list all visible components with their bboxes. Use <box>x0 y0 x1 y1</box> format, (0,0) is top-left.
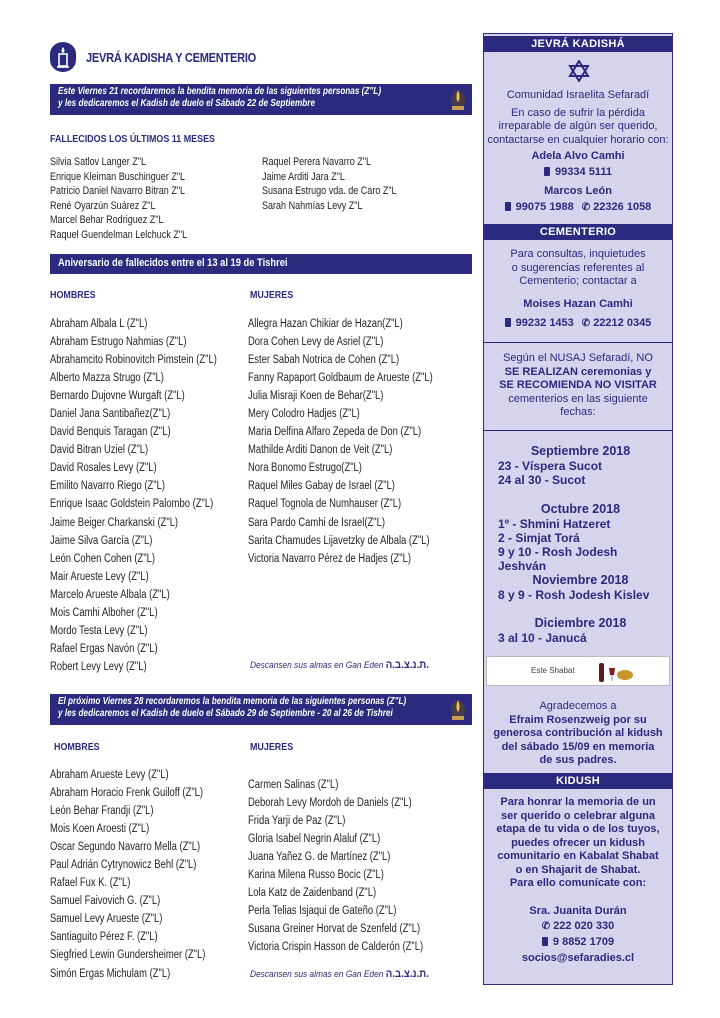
date-line: 3 al 10 - Janucá <box>498 631 587 645</box>
mobile-phone-icon <box>542 937 548 946</box>
fallecidos-col-1 <box>50 155 217 242</box>
list-item: Paul Adrián Cytrynowicz Behl (Z"L) <box>50 859 197 872</box>
list-item: Enrique Kleiman Buschinguer Z"L <box>50 170 186 183</box>
cementerio-block <box>484 248 672 331</box>
telephone-icon: ✆ <box>581 201 591 213</box>
list-item: Enrique Isaac Goldstein Palombo (Z"L) <box>50 498 214 511</box>
agradecemos-line-1: Agradecemos a <box>539 700 617 712</box>
list-item: Mois Koen Aroesti (Z"L) <box>50 823 150 836</box>
hombres-label-1: HOMBRES <box>50 289 96 301</box>
aniversario-title: Aniversario de fallecidos entre el 13 al 19 de Tishrei <box>58 257 288 269</box>
aniversario-bar <box>50 254 472 274</box>
kadish-banner-1 <box>50 84 472 115</box>
kidush-line: puedes ofrecer un kidush <box>511 836 645 849</box>
proximo-hombres <box>50 766 239 983</box>
cementerio-line-1: Para consultas, inquietudes <box>510 248 646 260</box>
contact-3-phone-1: 99232 1453 <box>515 317 574 329</box>
fallecidos-title: FALLECIDOS LOS ÚLTIMOS 11 MESES <box>50 133 215 145</box>
list-item: Marcelo Arueste Albala (Z"L) <box>50 588 170 601</box>
list-item: Susana Greiner Horvat de Szenfeld (Z"L) <box>248 923 421 936</box>
list-item: Sarah Nahmías Levy Z"L <box>262 199 363 212</box>
caso-line-3: contactarse en cualquier horario con: <box>487 133 669 146</box>
date-line: 24 al 30 - Sucot <box>498 473 586 487</box>
list-item: Patricio Daniel Navarro Bitran Z"L <box>50 185 186 197</box>
november-dates <box>498 573 663 602</box>
list-item: Jaime Arditi Jara Z"L <box>262 170 345 183</box>
contact-3-phone-2: 22212 0345 <box>593 317 652 329</box>
list-item: Mordo Testa Levy (Z"L) <box>50 624 148 637</box>
date-line: 9 y 10 - Rosh Jodesh Jeshván <box>498 545 618 573</box>
contact-3-name: Moises Hazan Camhi <box>523 297 633 310</box>
nusaj-block <box>484 352 672 420</box>
page-title: JEVRÁ KADISHA Y CEMENTERIO <box>86 49 256 65</box>
nusaj-line-3: SE RECOMIENDA NO VISITAR <box>499 379 657 391</box>
list-item: Oscar Segundo Navarro Mella (Z"L) <box>50 841 201 854</box>
list-item: Victoria Crispin Hasson de Calderón (Z"L) <box>248 941 424 954</box>
telephone-icon: ✆ <box>541 921 551 932</box>
mobile-phone-icon <box>505 202 511 211</box>
kidush-header: KIDUSH <box>484 773 672 789</box>
banner-1-line-2: y les dedicaremos el Kadish de duelo el Sábado 22 de Septiembre <box>58 98 316 109</box>
list-item: Jaime Silva García (Z"L) <box>50 534 153 547</box>
caso-line-2: irreparable de algún ser querido, <box>498 120 658 132</box>
wine-bread-icon <box>595 660 635 684</box>
list-item: Abraham Horacio Frenk Guiloff (Z"L) <box>50 787 204 800</box>
list-item: Siegfried Lewin Gundersheimer (Z"L) <box>50 949 206 962</box>
telephone-icon: ✆ <box>581 318 591 329</box>
list-item: David Benquis Taragan (Z"L) <box>50 426 171 439</box>
contact-2-phone-row <box>484 201 672 215</box>
list-item: Victoria Navarro Pérez de Hadjes (Z"L) <box>248 552 412 565</box>
list-item: Robert Levy Levy (Z"L) <box>50 660 147 673</box>
kidush-email[interactable]: socios@sefaradies.cl <box>521 952 635 964</box>
list-item: Emilito Navarro Riego (Z"L) <box>50 480 165 493</box>
list-item: Allegra Hazan Chikiar de Hazan(Z"L) <box>248 318 403 330</box>
date-line: 8 y 9 - Rosh Jodesh Kislev <box>498 588 650 602</box>
cementerio-line-3: Cementerio; contactar a <box>519 275 637 287</box>
rip-line-1 <box>250 659 429 671</box>
list-item: Susana Estrugo vda. de Caro Z"L <box>262 185 397 197</box>
list-item: Maria Delfina Alfaro Zepeda de Don (Z"L) <box>248 426 422 439</box>
list-item: Silvia Satlov Langer Z"L <box>50 156 146 168</box>
list-item: Abraham Estrugo Nahmias (Z"L) <box>50 336 187 349</box>
date-line: 23 - Víspera Sucot <box>498 459 603 473</box>
list-item: Juana Yañez G. de Martínez (Z"L) <box>248 851 391 864</box>
list-item: David Bitran Uziel (Z"L) <box>50 444 149 457</box>
agradecemos-line-2: Efraim Rosenzweig por su <box>509 713 647 726</box>
rip-hebrew-2: ת.נ.צ.ב.ה. <box>385 968 429 980</box>
list-item: Lola Katz de Zaidenband (Z"L) <box>248 887 377 900</box>
kidush-line: Para ello comunícate con: <box>509 877 647 889</box>
list-item: David Rosales Levy (Z"L) <box>50 462 157 475</box>
sidebar-divider <box>484 430 672 431</box>
september-title: Septiembre 2018 <box>530 444 631 458</box>
rip-text-2: Descansen sus almas en Gan Eden <box>250 969 384 980</box>
contact-3-phone-row <box>484 317 672 331</box>
kidush-line: o en Shajarit de Shabat. <box>515 863 641 876</box>
rip-hebrew-1: ת.נ.צ.ב.ה. <box>385 659 429 671</box>
list-item: Sara Pardo Camhi de Israel(Z"L) <box>248 516 386 529</box>
banner-2-tishrei: 20 al 26 de Tishrei <box>322 708 393 719</box>
nusaj-line-2: SE REALIZAN ceremonias y <box>504 365 652 378</box>
mujeres-label-2: MUJERES <box>250 741 294 753</box>
list-item: Sarita Chamudes Lijavetzky de Albala (Z"L) <box>248 534 430 547</box>
list-item: Mair Arueste Levy (Z"L) <box>50 570 149 583</box>
october-title: Octubre 2018 <box>540 502 621 516</box>
kidush-block <box>484 796 672 966</box>
cementerio-header: CEMENTERIO <box>484 224 672 240</box>
page-header <box>50 42 286 72</box>
list-item: Deborah Levy Mordoh de Daniels (Z"L) <box>248 797 412 810</box>
rip-text-1: Descansen sus almas en Gan Eden <box>250 660 384 671</box>
list-item: Abraham Arueste Levy (Z"L) <box>50 769 169 781</box>
kidush-phone-1: 222 020 330 <box>553 920 615 932</box>
fallecidos-col-2 <box>262 155 426 213</box>
agradecimiento-block <box>484 700 672 768</box>
agradecemos-line-4: del sábado 15/09 en memoria <box>501 740 655 753</box>
caso-line-1: En caso de sufrir la pérdida <box>511 106 645 119</box>
contact-1-phone-row <box>484 166 672 180</box>
mobile-phone-icon <box>544 167 550 176</box>
list-item: León Behar Frandji (Z"L) <box>50 805 154 818</box>
list-item: René Oyarzún Suárez Z"L <box>50 199 156 212</box>
kidush-phone-2-row <box>484 936 672 950</box>
kidush-line: comunitario en Kabalat Shabat <box>497 850 659 862</box>
list-item: Ester Sabah Notrica de Cohen (Z"L) <box>248 354 400 367</box>
list-item: Abrahamcito Robinovitch Pimstein (Z"L) <box>50 354 217 367</box>
jevra-kadisha-header: JEVRÁ KADISHÁ <box>484 36 672 52</box>
list-item: Alberto Mazza Strugo (Z"L) <box>50 372 164 385</box>
list-item: Dora Cohen Levy de Asriel (Z"L) <box>248 336 384 349</box>
december-dates <box>498 616 663 645</box>
list-item: Raquel Perera Navarro Z"L <box>262 156 371 168</box>
rip-line-2 <box>250 968 429 980</box>
list-item: Frida Yarji de Paz (Z"L) <box>248 815 346 828</box>
proximo-mujeres <box>248 776 462 956</box>
nusaj-line-5: fechas: <box>560 406 596 418</box>
kidush-line: Para honrar la memoria de un <box>500 796 656 808</box>
list-item: Julia Misraji Koen de Behar(Z"L) <box>248 390 384 403</box>
date-line: 2 - Simjat Torá <box>498 531 580 545</box>
december-title: Diciembre 2018 <box>534 616 627 630</box>
kidush-line: etapa de tu vida o de los tuyos, <box>496 823 660 835</box>
list-item: Gloria Isabel Negrin Alaluf (Z"L) <box>248 833 381 846</box>
list-item: Marcel Behar Rodriguez Z"L <box>50 214 164 226</box>
aniversario-hombres <box>50 315 254 676</box>
mobile-phone-icon <box>505 318 511 327</box>
list-item: Samuel Levy Arueste (Z"L) <box>50 913 163 926</box>
contact-2-phone-2: 22326 1058 <box>593 200 652 213</box>
banner-2-line-2 <box>58 708 457 720</box>
star-of-david-icon <box>568 60 590 82</box>
nusaj-line-1-text: Según el NUSAJ Sefaradí, NO <box>503 352 653 364</box>
candle-logo-icon <box>50 42 76 72</box>
list-item: Fanny Rapaport Goldbaum de Arueste (Z"L) <box>248 372 433 385</box>
list-item: Raquel Miles Gabay de Israel (Z"L) <box>248 480 395 493</box>
september-dates <box>498 444 663 487</box>
kidush-line: ser querido o celebrar alguna <box>500 809 656 822</box>
list-item: Perla Telias Isjaqui de Gateño (Z"L) <box>248 905 397 918</box>
kidush-contact: Sra. Juanita Durán <box>529 904 627 917</box>
list-item: Jaime Beiger Charkanski (Z"L) <box>50 516 179 529</box>
list-item: Mois Camhi Alboher (Z"L) <box>50 606 158 619</box>
contact-2-phone-1: 99075 1988 <box>515 200 574 213</box>
agradecemos-line-3: generosa contribución al kidush <box>493 727 663 739</box>
list-item: Mery Colodro Hadjes (Z"L) <box>248 408 360 421</box>
list-item: Carmen Salinas (Z"L) <box>248 779 339 791</box>
october-dates <box>498 502 663 573</box>
list-item: Karina Milena Russo Bocic (Z"L) <box>248 869 384 882</box>
aniversario-mujeres <box>248 315 473 568</box>
candle-flame-icon <box>450 696 466 720</box>
list-item: León Cohen Cohen (Z"L) <box>50 552 156 565</box>
banner-2-line-2a: y les dedicaremos el Kadish de duelo el Sábado 29 de Septiembre - <box>58 708 323 719</box>
comunidad-name: Comunidad Israelita Sefaradí <box>506 89 650 101</box>
kidush-phone-2: 9 8852 1709 <box>552 935 615 948</box>
nusaj-line-4: cementerios en las siguiente <box>508 392 648 405</box>
list-item: Mathilde Arditi Danon de Veit (Z"L) <box>248 444 393 457</box>
list-item: Rafael Fux K. (Z"L) <box>50 877 131 890</box>
sidebar-divider <box>484 342 672 343</box>
kidush-phone-1-row <box>484 920 672 934</box>
list-item: Raquel Tognola de Numhauser (Z"L) <box>248 498 402 511</box>
shabat-label: Este Shabat <box>531 666 575 675</box>
contact-1-name: Adela Alvo Camhi <box>531 150 625 162</box>
contact-2-name: Marcos León <box>544 185 612 197</box>
candle-flame-icon <box>450 86 466 110</box>
date-line: 1º - Shmini Hatzeret <box>498 517 611 531</box>
info-sidebar <box>483 33 673 985</box>
agradecemos-line-5: de sus padres. <box>539 754 617 766</box>
list-item: Daniel Jana Santibañez(Z"L) <box>50 408 171 421</box>
banner-1-line-1: Este Viernes 21 recordaremos la bendita memoria de las siguientes personas (Z"L) <box>58 86 382 97</box>
comunidad-block <box>484 89 672 214</box>
list-item: Samuel Faivovich G. (Z"L) <box>50 895 161 908</box>
list-item: Nora Bonomo Estrugo(Z"L) <box>248 462 362 475</box>
banner-2-line-1: El próximo Viernes 28 recordaremos la bendita memoria de las siguientes personas (Z"L) <box>58 696 407 707</box>
contact-1-phone: 99334 5111 <box>555 165 612 178</box>
list-item: Santiaguito Pérez F. (Z"L) <box>50 931 158 944</box>
cementerio-line-2: o sugerencias referentes al <box>511 261 645 274</box>
hombres-label-2: HOMBRES <box>54 741 100 753</box>
list-item: Bernardo Dujovne Wurgaft (Z"L) <box>50 390 185 403</box>
kadish-banner-2 <box>50 694 472 725</box>
nusaj-line-1 <box>484 352 672 366</box>
list-item: Rafael Ergas Navón (Z"L) <box>50 642 158 655</box>
list-item: Raquel Guendelman Lelchuck Z"L <box>50 228 188 241</box>
november-title: Noviembre 2018 <box>532 573 629 587</box>
list-item: Abraham Albala L (Z"L) <box>50 318 148 330</box>
shabat-box <box>486 656 670 686</box>
mujeres-label-1: MUJERES <box>250 289 294 301</box>
list-item: Simón Ergas Michulam (Z"L) <box>50 967 171 980</box>
